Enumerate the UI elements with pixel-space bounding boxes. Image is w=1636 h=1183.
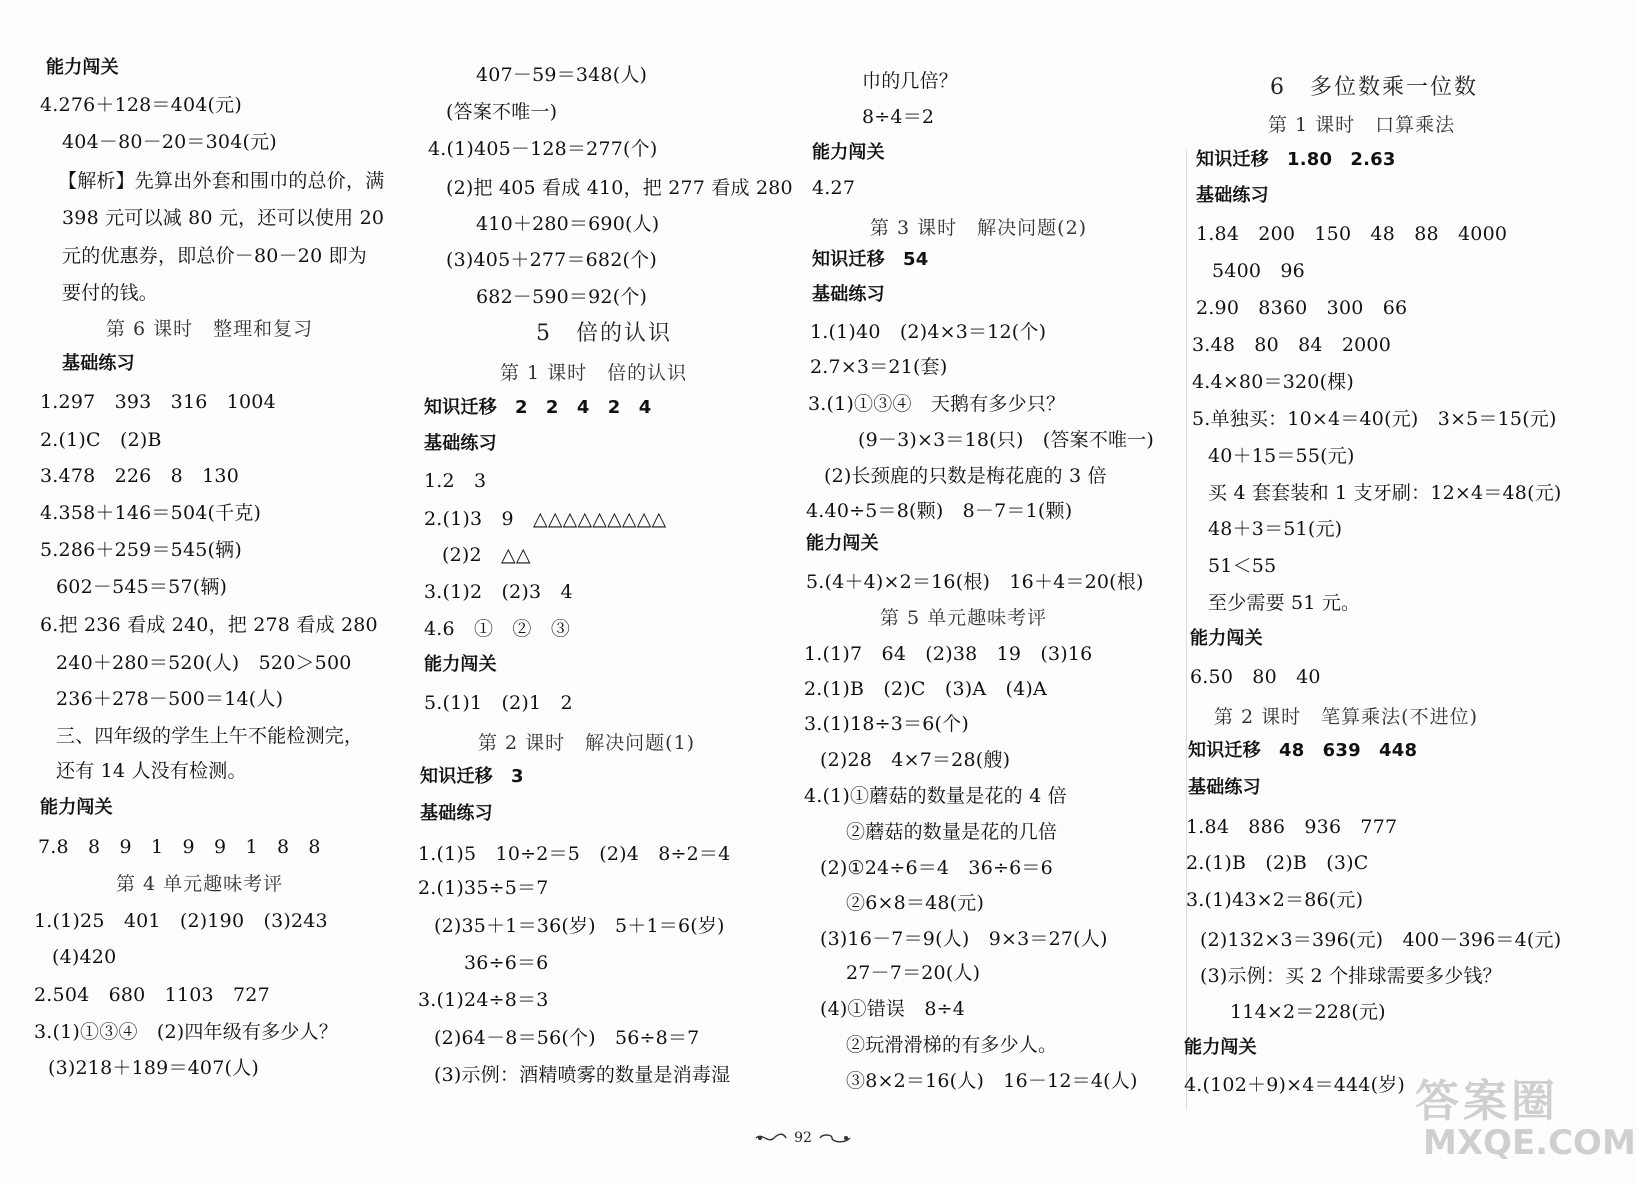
answer-line: 5.单独买：10×4＝40(元) 3×5＝15(元) [1192, 408, 1557, 430]
answer-line: 114×2＝228(元) [1230, 1001, 1386, 1023]
section-heading: 基础练习 [812, 284, 885, 305]
section-heading: 基础练习 [1188, 777, 1261, 798]
answer-line: (2)①24÷6＝4 36÷6＝6 [820, 857, 1053, 879]
answer-line: 至少需要 51 元。 [1208, 592, 1361, 614]
answer-line: 2.(1)3 9 △△△△△△△△△ [424, 508, 667, 530]
answer-line: (2)132×3＝396(元) 400－396＝4(元) [1200, 929, 1562, 951]
answer-line: (2)35＋1＝36(岁) 5＋1＝6(岁) [434, 915, 725, 937]
section-heading: 能力闯关 [806, 533, 879, 554]
answer-line: 三、四年级的学生上午不能检测完， [56, 725, 364, 747]
answer-line: (答案不唯一) [446, 101, 558, 123]
answer-line: 1.2 3 [424, 470, 487, 492]
watermark-url: MXQE.COM [1423, 1123, 1636, 1163]
answer-line: (4)420 [52, 946, 117, 968]
answer-line: 2.7×3＝21(套) [810, 356, 948, 378]
answer-line: 8÷4＝2 [862, 106, 935, 128]
unit-title: 5 倍的认识 [536, 321, 672, 346]
answer-line: 巾的几倍？ [862, 70, 959, 92]
answer-line: 27－7＝20(人) [846, 962, 981, 984]
answer-line: (3)示例：酒精喷雾的数量是消毒湿 [434, 1064, 731, 1086]
answer-line: (2)长颈鹿的只数是梅花鹿的 3 倍 [824, 465, 1107, 487]
answer-line: 3.(1)①③④ 天鹅有多少只？ [808, 393, 1066, 415]
answer-line: ②6×8＝48(元) [846, 892, 985, 914]
answer-line: ②蘑菇的数量是花的几倍 [846, 821, 1058, 843]
answer-line: 3.(1)18÷3＝6(个) [804, 713, 969, 735]
lesson-title: 第 6 课时 整理和复习 [106, 318, 314, 340]
analysis-line: 398 元可以减 80 元，还可以使用 20 [62, 207, 385, 229]
answer-line: 1.(1)7 64 (2)38 19 (3)16 [804, 643, 1093, 665]
answer-line: 3.(1)2 (2)3 4 [424, 581, 573, 603]
answer-line: 4.4×80＝320(棵) [1192, 371, 1355, 393]
answer-line: 2.(1)35÷5＝7 [418, 877, 549, 899]
answer-line: 5.(1)1 (2)1 2 [424, 692, 573, 714]
answer-line: 36÷6＝6 [464, 952, 549, 974]
answer-line: 1.(1)40 (2)4×3＝12(个) [810, 321, 1047, 343]
unit-test-title: 第 5 单元趣味考评 [880, 607, 1048, 629]
answer-line: 还有 14 人没有检测。 [56, 760, 247, 782]
answer-line: 3.48 80 84 2000 [1192, 334, 1392, 356]
answer-line: (2)64－8＝56(个) 56÷8＝7 [434, 1027, 700, 1049]
answer-line: (9－3)×3＝18(只) (答案不唯一) [858, 429, 1155, 451]
answer-line: 1.84 200 150 48 88 4000 [1196, 223, 1508, 245]
answer-line: 4.358＋146＝504(千克) [40, 502, 262, 524]
page-footer [738, 1126, 868, 1150]
answer-line: 1.84 886 936 777 [1186, 816, 1398, 838]
answer-line: 2.504 680 1103 727 [34, 984, 270, 1006]
knowledge-transfer: 知识迁移 54 [812, 249, 929, 270]
answer-line: (2)28 4×7＝28(艘) [820, 749, 1011, 771]
answer-line: 4.(102＋9)×4＝444(岁) [1184, 1074, 1406, 1096]
section-heading: 基础练习 [424, 433, 497, 454]
answer-line: 40＋15＝55(元) [1208, 445, 1355, 467]
answer-line: 3.478 226 8 130 [40, 465, 240, 487]
section-heading: 能力闯关 [812, 142, 885, 163]
answer-line: (2)把 405 看成 410，把 277 看成 280 [446, 177, 793, 199]
answer-line: 4.40÷5＝8(颗) 8－7＝1(颗) [806, 500, 1073, 522]
analysis-line: 要付的钱。 [62, 282, 159, 304]
answer-line: 4.(1)405－128＝277(个) [428, 138, 658, 160]
unit-title: 6 多位数乘一位数 [1270, 75, 1478, 100]
answer-line: 6.把 236 看成 240，把 278 看成 280 [40, 614, 378, 636]
section-heading: 能力闯关 [46, 57, 119, 78]
page-number: 92 [794, 1130, 812, 1146]
ornament-right-icon [818, 1131, 852, 1145]
answer-line: 236＋278－500＝14(人) [56, 688, 284, 710]
lesson-title: 第 1 课时 口算乘法 [1268, 114, 1456, 136]
answer-line: (2)2 △△ [442, 544, 531, 566]
answer-line: 1.297 393 316 1004 [40, 391, 276, 413]
answer-line: 5400 96 [1212, 260, 1305, 282]
answer-line: 3.(1)43×2＝86(元) [1186, 889, 1364, 911]
answer-line: 682－590＝92(个) [476, 286, 648, 308]
answer-line: 1.(1)25 401 (2)190 (3)243 [34, 910, 328, 932]
answer-line: 4.(1)①蘑菇的数量是花的 4 倍 [804, 785, 1067, 807]
answer-line: 5.286＋259＝545(辆) [40, 539, 242, 561]
watermark [1415, 1065, 1636, 1177]
section-heading: 能力闯关 [1184, 1037, 1257, 1058]
answer-line: 4.27 [812, 177, 856, 199]
section-heading: 基础练习 [1196, 185, 1269, 206]
answer-line: 4.276＋128＝404(元) [40, 94, 242, 116]
answer-line: (3)405＋277＝682(个) [446, 249, 657, 271]
answer-line: ②玩滑滑梯的有多少人。 [846, 1034, 1058, 1056]
answer-line: 2.90 8360 300 66 [1196, 297, 1408, 319]
section-heading: 基础练习 [62, 353, 135, 374]
answer-line: 410＋280＝690(人) [476, 213, 660, 235]
answer-line: 2.(1)B (2)B (3)C [1186, 852, 1369, 874]
unit-test-title: 第 4 单元趣味考评 [116, 873, 284, 895]
answer-line: ③8×2＝16(人) 16－12＝4(人) [846, 1070, 1138, 1092]
answer-line: 6.50 80 40 [1190, 666, 1321, 688]
answer-line: 3.(1)①③④ (2)四年级有多少人？ [34, 1021, 338, 1043]
answer-line: 51＜55 [1208, 555, 1277, 577]
answer-line: 4.6 ① ② ③ [424, 618, 571, 640]
knowledge-transfer: 知识迁移 2 2 4 2 4 [424, 397, 652, 418]
answer-line: 407－59＝348(人) [476, 64, 648, 86]
lesson-title: 第 1 课时 倍的认识 [500, 362, 688, 384]
answer-line: 240＋280＝520(人) 520＞500 [56, 652, 352, 674]
knowledge-transfer: 知识迁移 48 639 448 [1188, 740, 1418, 761]
answer-line: 602－545＝57(辆) [56, 576, 228, 598]
answer-line: (3)16－7＝9(人) 9×3＝27(人) [820, 928, 1108, 950]
answer-line: 7.8 8 9 1 9 9 1 8 8 [38, 836, 321, 858]
answer-line: 48＋3＝51(元) [1208, 518, 1343, 540]
analysis-line: 【解析】先算出外套和围巾的总价，满 [58, 170, 385, 192]
section-heading: 能力闯关 [40, 797, 113, 818]
section-heading: 能力闯关 [424, 654, 497, 675]
knowledge-transfer: 知识迁移 3 [420, 766, 524, 787]
answer-line: (3)218＋189＝407(人) [48, 1057, 259, 1079]
answer-line: 1.(1)5 10÷2＝5 (2)4 8÷2＝4 [418, 843, 731, 865]
analysis-line: 元的优惠券，即总价－80－20 即为 [62, 245, 367, 267]
answer-line: 2.(1)B (2)C (3)A (4)A [804, 678, 1047, 700]
answer-line: (3)示例：买 2 个排球需要多少钱？ [1200, 965, 1502, 987]
answer-line: 2.(1)C (2)B [40, 429, 162, 451]
answer-line: (4)①错误 8÷4 [820, 998, 966, 1020]
lesson-title: 第 2 课时 笔算乘法(不进位) [1214, 706, 1478, 728]
knowledge-transfer: 知识迁移 1.80 2.63 [1196, 149, 1396, 170]
answer-line: 5.(4＋4)×2＝16(根) 16＋4＝20(根) [806, 571, 1144, 593]
answer-line: 3.(1)24÷8＝3 [418, 989, 549, 1011]
section-heading: 基础练习 [420, 803, 493, 824]
answer-line: 404－80－20＝304(元) [62, 131, 277, 153]
watermark-logo-text: 答案圈 [1415, 1076, 1559, 1127]
ornament-left-icon [754, 1131, 788, 1145]
lesson-title: 第 2 课时 解决问题(1) [478, 732, 696, 754]
section-heading: 能力闯关 [1190, 628, 1263, 649]
answer-line: 买 4 套套装和 1 支牙刷：12×4＝48(元) [1208, 482, 1562, 504]
column-divider [1186, 150, 1187, 1110]
lesson-title: 第 3 课时 解决问题(2) [870, 217, 1088, 239]
